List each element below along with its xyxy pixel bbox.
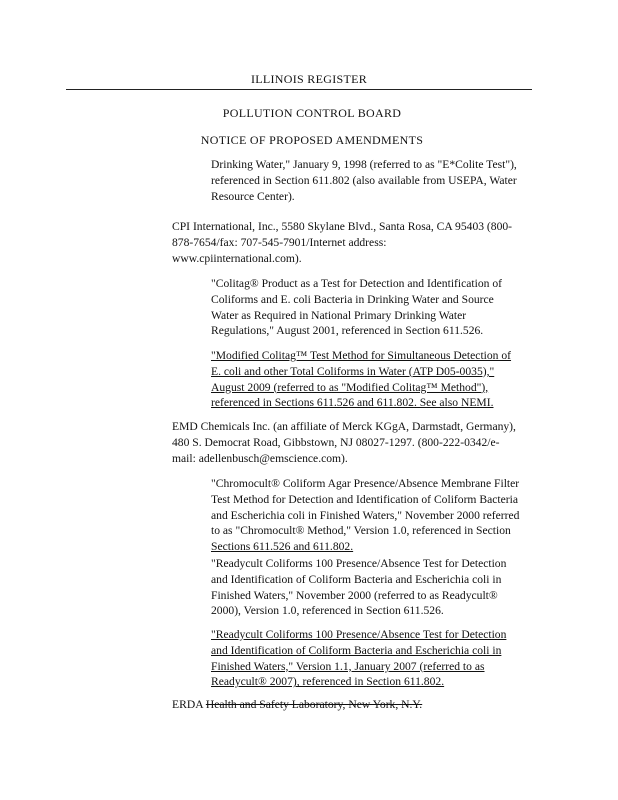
- text-line: Readycult® 2007), referenced in Section 611.802.: [211, 675, 445, 689]
- text-line: "Colitag® Product as a Test for Detection and Identification of: [211, 277, 503, 290]
- text-line: 2000), Version 1.0, referenced in Section 611.526.: [211, 604, 444, 618]
- text-line: "Chromocult® Coliform Agar Presence/Absence Membrane Filter: [211, 477, 520, 490]
- entry-ecolite-test: [211, 157, 532, 204]
- text-line: mail: adellenbusch@emscience.com).: [172, 451, 348, 465]
- text-line: [172, 697, 532, 713]
- text-line: and Identification of Coliform Bacteria and Escherichia coli in: [211, 643, 502, 657]
- text-line: EMD Chemicals Inc. (an affiliate of Merck KGgA, Darmstadt, Germany),: [172, 420, 516, 433]
- erda-label: ERDA: [172, 698, 206, 711]
- text-line: "Readycult Coliforms 100 Presence/Absence Test for Detection: [211, 628, 507, 641]
- header-rule: [66, 89, 532, 90]
- text-line: August 2009 (referred to as "Modified Colitag™ Method"),: [211, 380, 489, 394]
- text-line: to as "Chromocult® Method," Version 1.0, referenced in Section: [211, 524, 511, 538]
- entry-erda: [172, 697, 532, 713]
- text-line: 878-7654/fax: 707-545-7901/Internet address:: [172, 235, 387, 249]
- text-line: Test Method for Detection and Identification of Coliform Bacteria: [211, 492, 518, 506]
- text-line: referenced in Section 611.802 (also available from USEPA, Water: [211, 173, 517, 187]
- entry-colitag-product: [211, 276, 532, 339]
- entry-modified-colitag: [211, 348, 532, 411]
- deleted-text: Health and Safety Laboratory, New York, N.Y.: [205, 698, 423, 711]
- text-line: Resource Center).: [211, 189, 295, 203]
- text-line: E. coli and other Total Coliforms in Water (ATP D05-0035),": [211, 364, 495, 378]
- text-line: CPI International, Inc., 5580 Skylane Blvd., Santa Rosa, CA 95403 (800-: [172, 220, 513, 233]
- entry-chromocult: [211, 476, 532, 555]
- text-line: and Escherichia coli in Finished Waters," November 2000 referred: [211, 508, 520, 522]
- notice-title: NOTICE OF PROPOSED AMENDMENTS: [200, 133, 424, 147]
- text-line: "Readycult Coliforms 100 Presence/Absence Test for Detection: [211, 557, 507, 570]
- text-line: www.cpiinternational.com).: [172, 251, 302, 265]
- text-line: "Modified Colitag™ Test Method for Simultaneous Detection of: [211, 349, 512, 362]
- text-line: Finished Waters," Version 1.1, January 2007 (referred to as: [211, 659, 485, 673]
- register-header: ILLINOIS REGISTER: [250, 72, 368, 86]
- text-line: 480 S. Democrat Road, Gibbstown, NJ 08027-1297. (800-222-0342/e-: [172, 435, 500, 449]
- board-name: POLLUTION CONTROL BOARD: [222, 106, 402, 120]
- entry-emd-chemicals: [172, 419, 532, 466]
- entry-readycult-2000: [211, 556, 532, 619]
- text-line: referenced in Sections 611.526 and 611.802. See also NEMI.: [211, 396, 494, 410]
- text-line: Regulations," August 2001, referenced in Section 611.526.: [211, 324, 484, 338]
- text-line: Water as Required in National Primary Drinking Water: [211, 308, 467, 322]
- text-line: Finished Waters," November 2000 (referred to as Readycult®: [211, 588, 498, 602]
- text-line: and Identification of Coliform Bacteria and Escherichia coli in: [211, 572, 502, 586]
- text-line: Coliforms and E. coli Bacteria in Drinking Water and Source: [211, 292, 494, 306]
- entry-readycult-2007: [211, 627, 532, 690]
- text-line: Drinking Water," January 9, 1998 (referred to as "E*Colite Test"),: [211, 158, 517, 171]
- text-line: Sections 611.526 and 611.802.: [211, 540, 354, 554]
- entry-cpi-international: [172, 219, 532, 266]
